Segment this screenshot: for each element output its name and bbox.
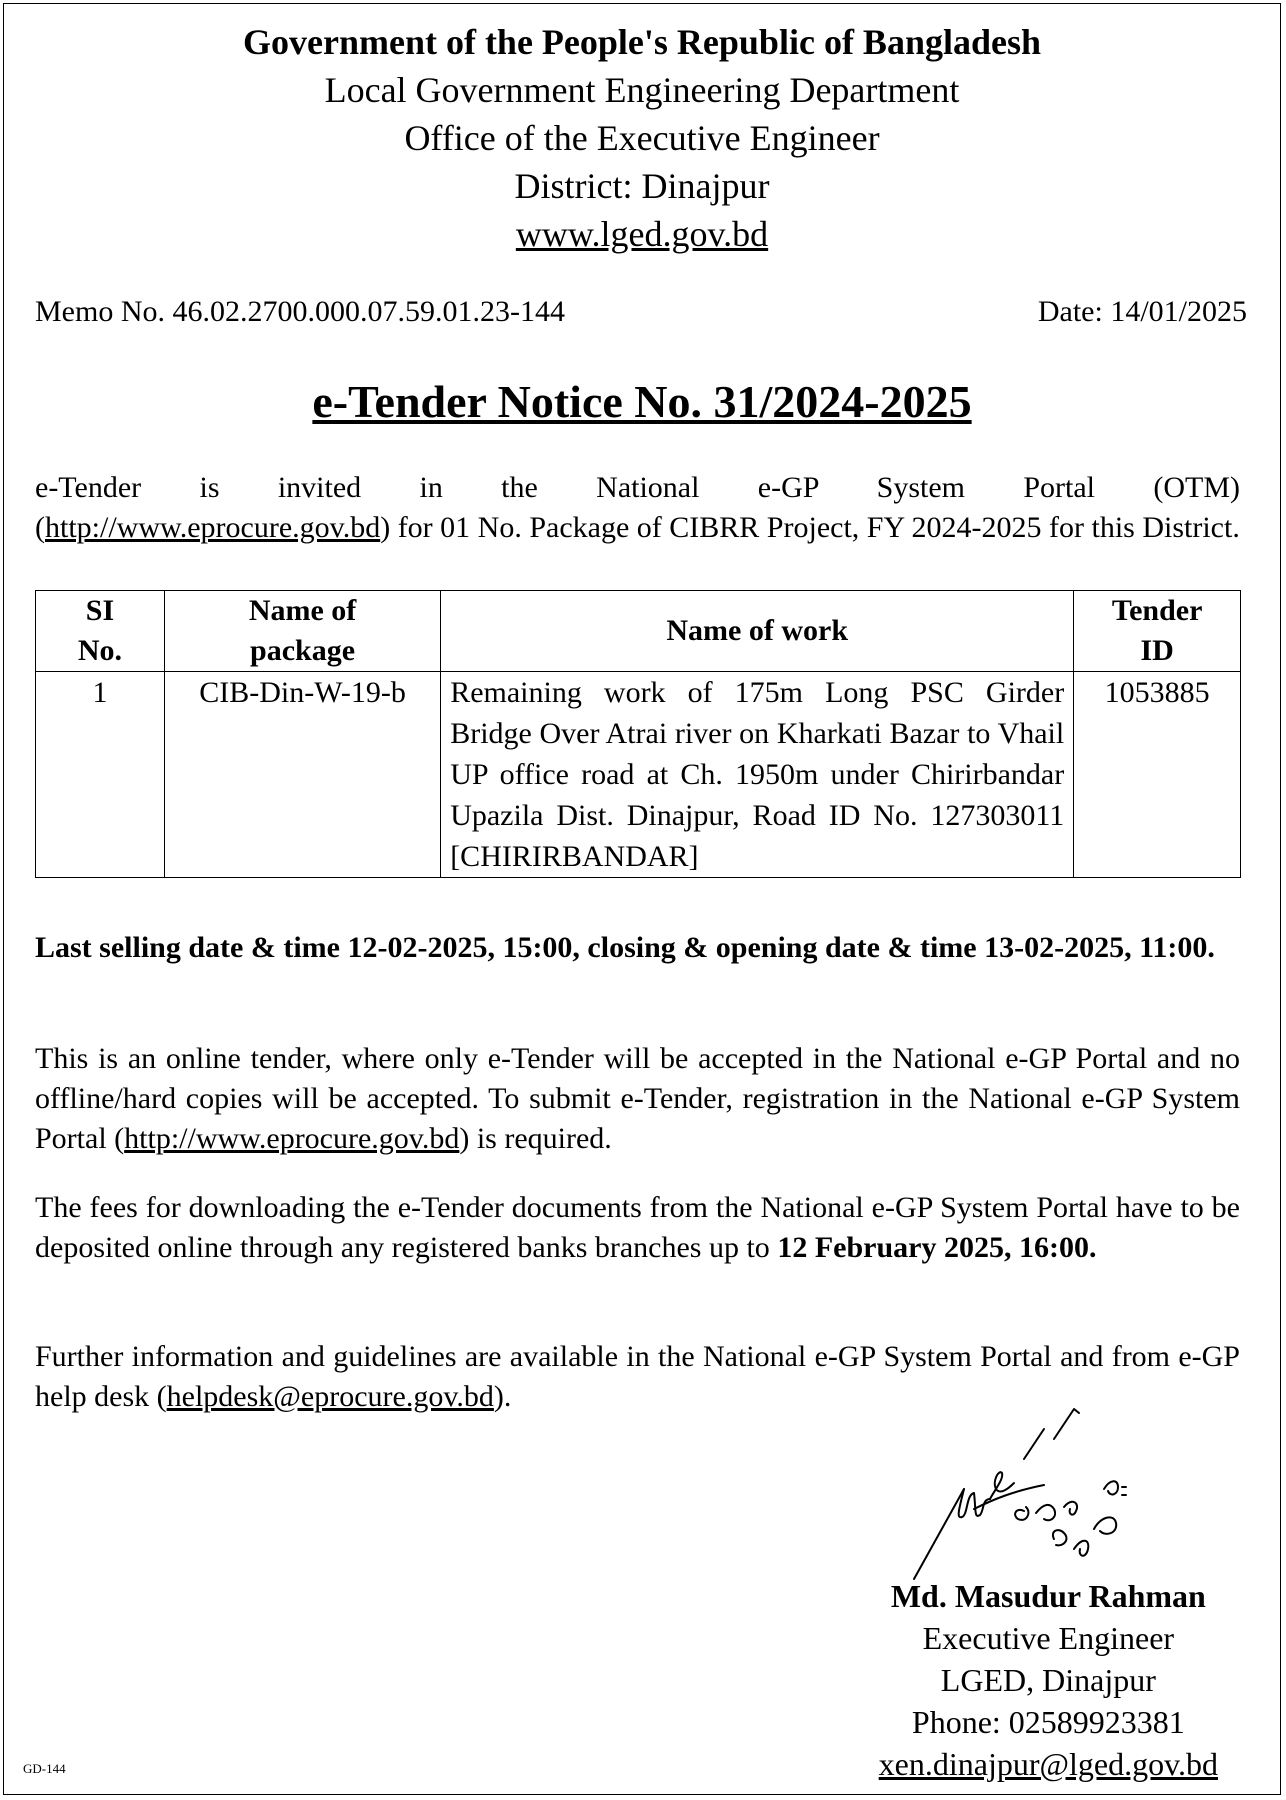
fees-paragraph: The fees for downloading the e-Tender documents from the National e-GP System Portal have to be deposited online through any registered banks branches up to 12 February 2025, 16:00. <box>35 1191 1240 1264</box>
fees-deadline: 12 February 2025, 16:00. <box>777 1231 1097 1264</box>
government-name: Government of the People's Republic of Bangladesh <box>243 22 1041 62</box>
online-tender-paragraph: This is an online tender, where only e-Tender will be accepted in the National e-GP Portal and no offline/hard copies will be accepted. To submit e-Tender, registration in the National e-GP System Portal (http://www.eprocure.gov.bd) is required. <box>35 1042 1240 1155</box>
cell-work: Remaining work of 175m Long PSC Girder Bridge Over Atrai river on Kharkati Bazar to Vhail UP office road at Ch. 1950m under Chirirbandar Upazila Dist. Dinajpur, Road ID No. 127303011 [CHIRIRBANDAR] <box>441 672 1074 878</box>
table-row <box>36 672 1241 878</box>
department-name: Local Government Engineering Department <box>324 70 960 110</box>
signatory-office: LGED, Dinajpur <box>940 1662 1156 1698</box>
intro-first-line: e-Tender is invited in the National e-GP System Portal (OTM) <box>35 471 1241 504</box>
office-name: Office of the Executive Engineer <box>404 118 880 158</box>
header-work: Name of work <box>441 591 1074 672</box>
memo-date: Date: 14/01/2025 <box>1037 295 1247 328</box>
notice-title: e-Tender Notice No. 31/2024-2025 <box>312 376 972 427</box>
signatory-title: Executive Engineer <box>922 1620 1175 1656</box>
header-package: Name of package <box>164 591 440 672</box>
header-sl-no: SI No. <box>36 591 165 672</box>
cell-package: CIB-Din-W-19-b <box>164 672 440 878</box>
table-header-row <box>36 591 1241 672</box>
notice-page <box>3 3 1281 1795</box>
further-info-paragraph: Further information and guidelines are available in the National e-GP System Portal and from e-GP help desk (helpdesk@eprocure.gov.bd). <box>35 1340 1240 1413</box>
letterhead <box>4 18 1280 258</box>
signatory-phone: Phone: 02589923381 <box>911 1704 1185 1740</box>
works-table <box>35 590 1241 878</box>
eprocure-link[interactable]: http://www.eprocure.gov.bd <box>45 511 381 544</box>
handwritten-signature <box>904 1399 1129 1589</box>
signatory-name: Md. Masudur Rahman <box>890 1578 1206 1614</box>
document-code: GD-144 <box>23 1761 66 1776</box>
last-selling-date: Last selling date & time 12-02-2025, 15:00, closing & opening date & time 13-02-2025, 11:00. <box>35 931 1215 964</box>
signatory-email[interactable]: xen.dinajpur@lged.gov.bd <box>878 1746 1218 1782</box>
cell-sl: 1 <box>36 672 165 878</box>
memo-row <box>35 292 1247 332</box>
eprocure-link-2[interactable]: http://www.eprocure.gov.bd <box>124 1122 460 1155</box>
header-tender-id: Tender ID <box>1074 591 1241 672</box>
helpdesk-email-link[interactable]: helpdesk@eprocure.gov.bd <box>166 1380 494 1413</box>
website-link[interactable]: www.lged.gov.bd <box>515 214 769 254</box>
district-name: District: Dinajpur <box>514 166 770 206</box>
memo-number: Memo No. 46.02.2700.000.07.59.01.23-144 <box>35 295 565 328</box>
cell-tender-id: 1053885 <box>1074 672 1241 878</box>
signature-block <box>879 1575 1218 1785</box>
intro-paragraph: e-Tender is invited in the National e-GP System Portal (OTM) (http://www.eprocure.gov.bd) for 01 No. Package of CIBRR Project, FY 2024-2025 for this District. <box>35 468 1240 548</box>
